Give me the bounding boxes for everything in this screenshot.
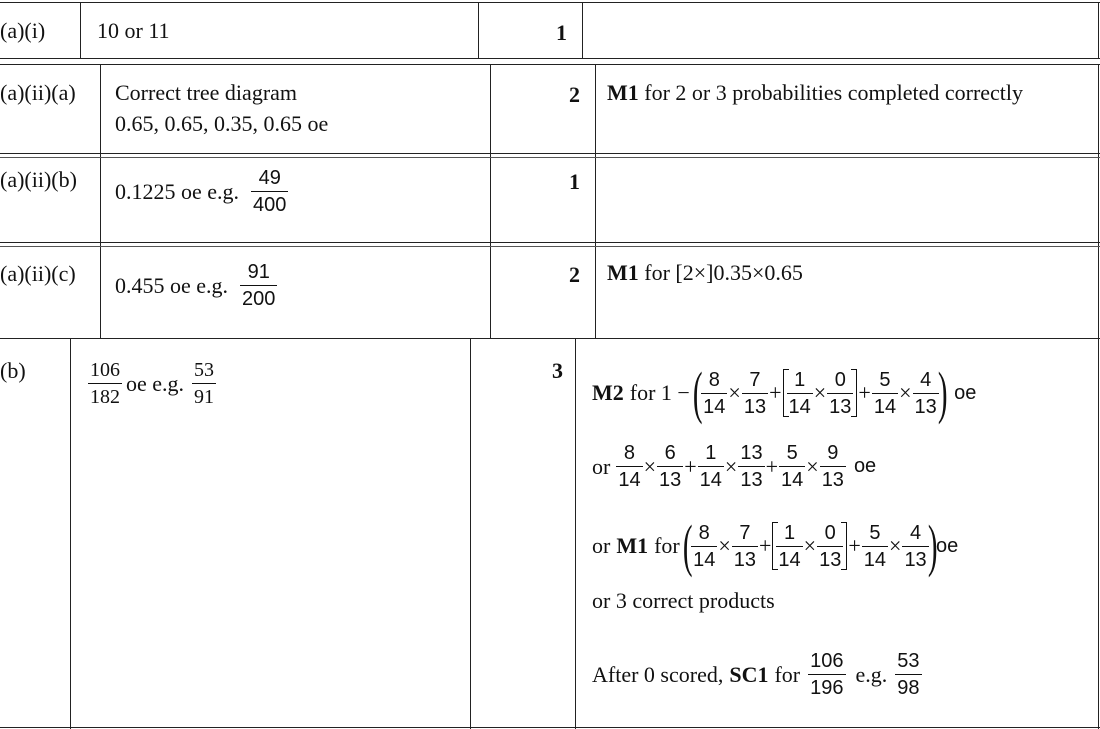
fraction (251, 168, 288, 215)
answer-prefix: 0.1225 oe e.g. (115, 178, 240, 204)
plus-sign: + (684, 453, 697, 479)
m2-prefix: for 1 − (629, 380, 690, 405)
answer-mid: oe e.g. (126, 370, 185, 396)
left-paren-icon: ( (682, 513, 693, 578)
fraction (88, 360, 122, 407)
times-sign: × (643, 453, 656, 479)
alt-expression: or $\frac{8}{14}$ × $\frac{6}{13}$ + $\frac{1}{14}$ × $\frac{13}{13}$ + $\frac{5}{14}$ × $\frac{9}{13}$ oe (592, 442, 877, 491)
oe-text: oe (936, 534, 959, 557)
part-label: (a)(ii)(c) (0, 261, 76, 286)
answer-prefix: 0.455 oe e.g. (115, 272, 229, 298)
bracket-group: $\frac{1}{14}$ × $\frac{0}{13}$ (772, 522, 847, 570)
denominator: 200 (240, 285, 277, 309)
fraction: $\frac{5}{14}$ (873, 368, 897, 418)
left-paren-icon: ( (692, 360, 703, 425)
method-mark: M1 (616, 533, 649, 558)
denominator: 91 (192, 383, 216, 407)
numerator: 106 (90, 359, 120, 381)
numerator: 53 (194, 359, 215, 381)
fraction: $\frac{106}{196}$ (810, 650, 844, 699)
answer-text: 0.65, 0.65, 0.35, 0.65 oe (115, 111, 329, 136)
right-paren-icon: ) (927, 513, 938, 578)
guidance-text (607, 262, 803, 284)
times-sign: × (718, 533, 731, 558)
guidance-detail: for [2×]0.35×0.65 (644, 260, 803, 285)
plus-sign: + (769, 380, 782, 405)
fraction (240, 262, 277, 309)
fraction: $\frac{53}{98}$ (897, 650, 920, 699)
times-sign: × (899, 380, 912, 405)
mark-value: 1 (556, 20, 567, 45)
mark-value: 2 (569, 82, 580, 107)
answer-expression (88, 360, 216, 407)
fraction: $\frac{4}{13}$ (914, 368, 937, 418)
answer-text: 10 or 11 (97, 18, 170, 43)
for-text: for (654, 533, 680, 558)
right-paren-icon: ) (937, 360, 948, 425)
numerator: 49 (258, 167, 281, 189)
guidance-detail: for 2 or 3 probabilities completed correctly (644, 80, 1024, 105)
plus-sign: + (858, 380, 871, 405)
oe-text: oe (954, 381, 977, 404)
times-sign: × (813, 380, 827, 405)
sc1-expression (592, 651, 922, 698)
or-text: or (592, 533, 611, 558)
m2-expression (592, 360, 977, 425)
or-text: or (592, 453, 611, 479)
eg-text: e.g. (855, 661, 888, 687)
times-sign: × (728, 380, 741, 405)
times-sign: × (889, 533, 902, 558)
mark-value: 2 (569, 262, 580, 287)
method-mark: M2 (592, 380, 624, 405)
for-text: for (774, 661, 801, 687)
plus-sign: + (848, 533, 861, 558)
plus-sign: + (759, 533, 772, 558)
sc-prefix: After 0 scored, (592, 661, 724, 687)
part-label: (a)(ii)(a) (0, 80, 76, 105)
method-mark: M1 (607, 80, 639, 105)
bracket-group: $\frac{1}{14}$ × $\frac{0}{13}$ (783, 369, 858, 417)
answer-text: Correct tree diagram (115, 80, 298, 105)
times-sign: × (724, 453, 738, 479)
times-sign: × (803, 533, 817, 558)
answer-expression (115, 262, 277, 309)
method-mark: M1 (607, 260, 639, 285)
plus-sign: + (765, 453, 779, 479)
times-sign: × (806, 453, 819, 479)
fraction: $\frac{8}{14}$ (703, 368, 726, 418)
m1-expression: or M1 for ( $\frac{8}{14}$ × $\frac{7}{13}$ + $\frac{1}{14}$ × $\frac{0}{13}$ + $\frac{5}{14}$ × $\frac{4}{13}$ ) oe (592, 513, 959, 578)
guidance-text (607, 82, 1023, 104)
part-label: (b) (0, 358, 26, 383)
part-label: (a)(i) (0, 18, 46, 43)
denominator: 400 (251, 191, 288, 215)
or-3-correct-products: or 3 correct products (592, 588, 775, 613)
denominator: 182 (88, 383, 122, 407)
mark-value: 3 (552, 358, 563, 383)
fraction: $\frac{7}{13}$ (743, 368, 767, 418)
oe-text: oe (853, 455, 877, 477)
answer-expression (115, 168, 288, 215)
mark-value: 1 (569, 169, 580, 194)
fraction (192, 360, 216, 407)
part-label: (a)(ii)(b) (0, 167, 77, 192)
special-case-mark: SC1 (729, 661, 769, 687)
numerator: 91 (247, 261, 270, 283)
